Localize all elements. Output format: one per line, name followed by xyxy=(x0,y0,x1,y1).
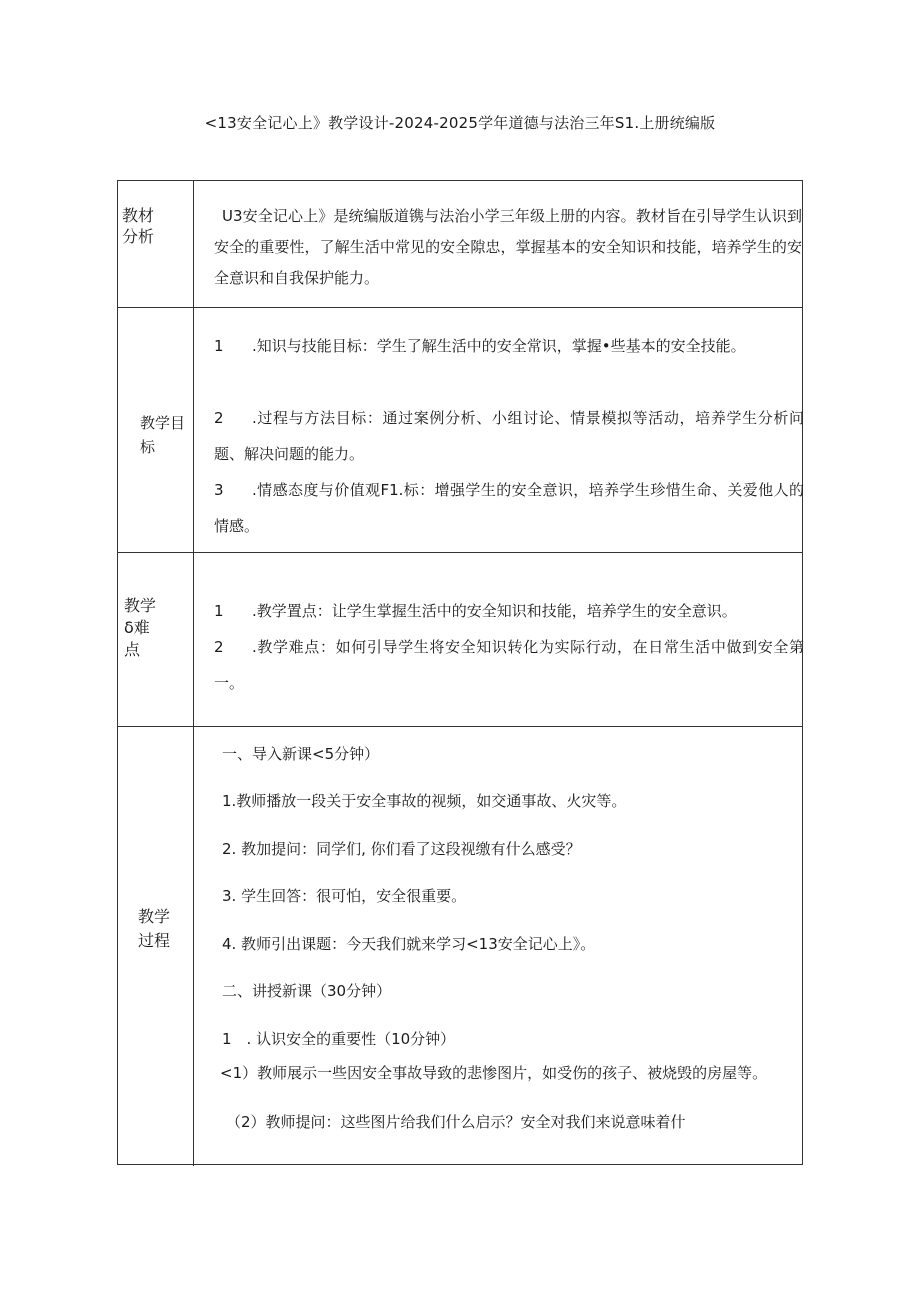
row-content-material-analysis xyxy=(194,181,802,307)
key-text: .教学难点：如何引导学生将安全知识转化为实际行动，在日常生活中做到安全第一。 xyxy=(214,638,804,692)
process-step: 2. 教加提问：同学们, 你们看了这段视缴有什么感受？ xyxy=(222,840,581,858)
table-row-teaching-goals xyxy=(118,307,802,552)
process-step: 3. 学生回答：很可怕，安全很重要。 xyxy=(222,887,467,905)
row-label-key-difficulties xyxy=(118,553,194,726)
row-label-teaching-process xyxy=(118,727,194,1166)
key-item-2 xyxy=(214,629,804,701)
goal-number: 2 xyxy=(214,409,224,427)
row-label-text: 教学过程 xyxy=(138,907,171,950)
row-label-text: 教材分析 xyxy=(122,206,155,246)
key-number: 2 xyxy=(214,638,224,656)
process-step: 1.教师播放一段关于安全事故的视频，如交通事故、火灾等。 xyxy=(222,792,627,810)
row-label-text: 教学目标 xyxy=(140,414,186,456)
process-step: <1）教师展示一些因安全事故导致的悲惨图片，如受伤的孩子、被烧毁的房屋等。 xyxy=(220,1064,768,1082)
table-row-material-analysis xyxy=(118,181,802,307)
goal-text: .知识与技能目标：学生了解生活中的安全常识，掌握•些基本的安全技能。 xyxy=(252,337,746,355)
row-label-material-analysis xyxy=(118,181,194,307)
process-section-new-lesson: 二、讲授新课（30分钟） xyxy=(222,982,392,1000)
row-label-text: 教学δ难点 xyxy=(124,596,157,659)
key-item-1 xyxy=(214,593,804,629)
process-step: （2）教师提问：这些图片给我们什么启示？安全对我们来说意味着什 xyxy=(226,1113,686,1131)
goal-item-1 xyxy=(214,328,804,364)
material-analysis-text: U3安全记心上》是统编版道镌与法治小学三年级上册的内容。教材旨在引导学生认识到安全的重要性，了解生活中常见的安全隙忠，掌握基本的安全知识和技能，培养学生的安全意识和自我保护能力。 xyxy=(214,207,802,287)
goal-item-3 xyxy=(214,472,804,544)
row-content-key-difficulties xyxy=(194,553,802,726)
process-section-intro: 一、导入新课<5分钟） xyxy=(222,745,380,763)
row-content-teaching-goals xyxy=(194,308,802,552)
goal-text: .过程与方法目标：通过案例分析、小组讨论、情景模拟等活动，培养学生分析问题、解决问题的能力。 xyxy=(214,409,804,463)
table-row-teaching-process xyxy=(118,726,802,1166)
goal-text: .情感态度与价值观F1.标：增强学生的安全意识，培养学生珍惜生命、关爱他人的情感。 xyxy=(214,481,804,535)
goal-number: 1 xyxy=(214,337,224,355)
row-label-teaching-goals xyxy=(118,308,194,552)
goal-number: 3 xyxy=(214,481,224,499)
row-content-teaching-process xyxy=(194,727,802,1166)
goal-item-2 xyxy=(214,400,804,472)
key-text: .教学置点：让学生掌握生活中的安全知识和技能，培养学生的安全意识。 xyxy=(252,602,737,620)
table-row-key-difficulties xyxy=(118,552,802,726)
process-step: 1 . 认识安全的重要性（10分钟） xyxy=(222,1030,456,1048)
process-step: 4. 教师引出课题：今天我们就来学习<13安全记心上》。 xyxy=(222,935,596,953)
key-number: 1 xyxy=(214,602,224,620)
document-title: <13安全记心上》教学设计-2024-2025学年道德与法治三年S1.上册统编版 xyxy=(204,114,716,132)
lesson-plan-table xyxy=(117,180,803,1165)
